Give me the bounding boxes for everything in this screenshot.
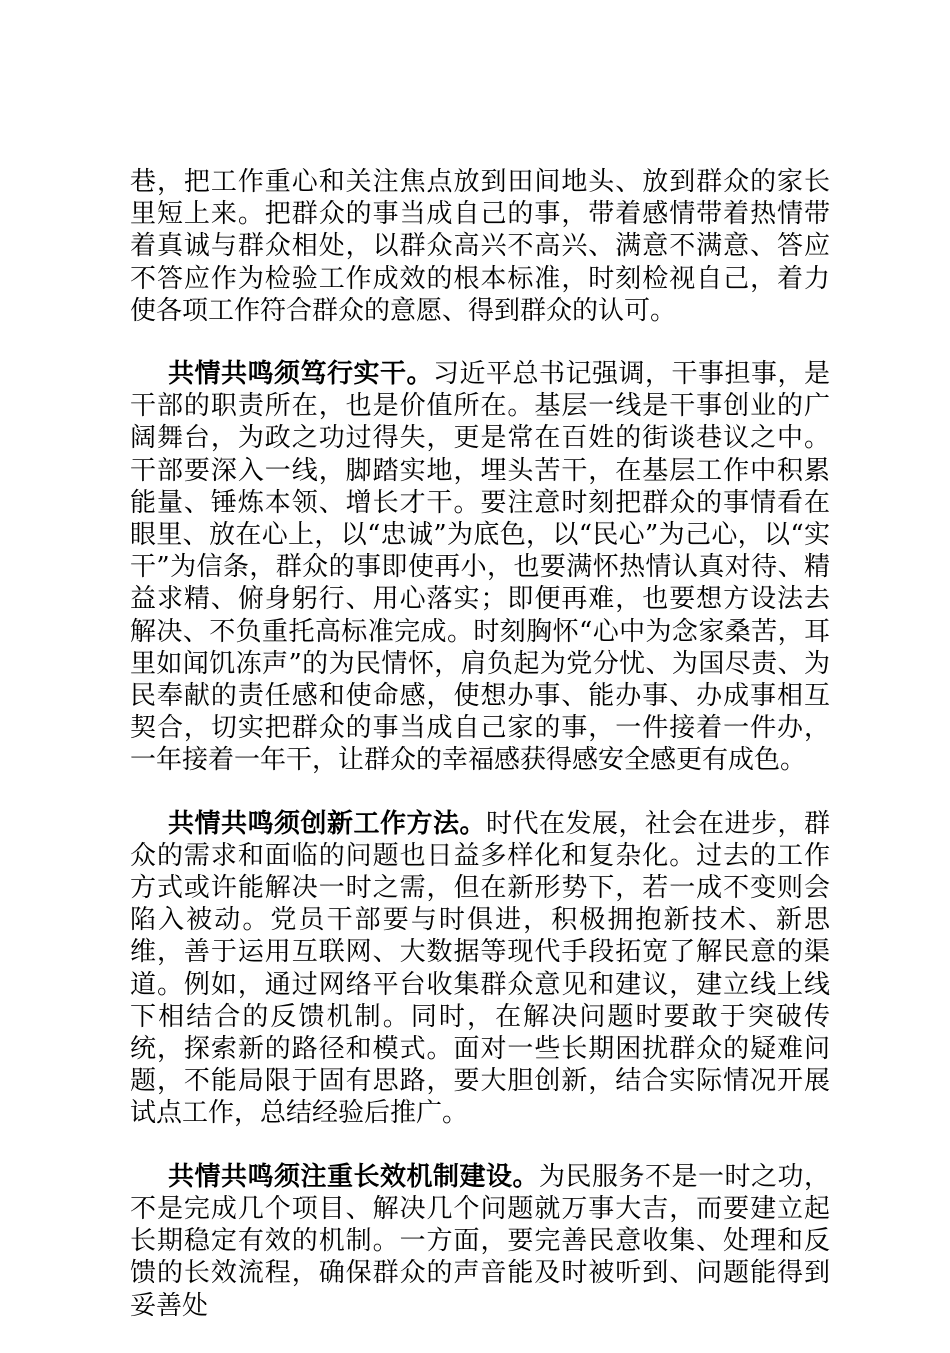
paragraph-lead: 共情共鸣须创新工作方法。 [168,808,486,839]
paragraph-innovation [130,808,830,1130]
paragraph-lead: 共情共鸣须笃行实干。 [168,359,433,390]
paragraph-text: 时代在发展，社会在进步，群众的需求和面临的问题也日益多样化和复杂化。过去的工作方式或许能解决一时之需，但在新形势下，若一成不变则会陷入被动。党员干部要与时俱进，积极拥抱新技术、新思维，善于运用互联网、大数据等现代手段拓宽了解民意的渠道。例如，通过网络平台收集群众意见和建议，建立线上线下相结合的反馈机制。同时，在解决问题时要敢于突破传统，探索新的路径和模式。面对一些长期困扰群众的疑难问题，不能局限于固有思路，要大胆创新，结合实际情况开展试点工作，总结经验后推广。 [130,808,830,1129]
paragraph-text: 为民服务不是一时之功，不是完成几个项目、解决几个问题就万事大吉，而要建立起长期稳定有效的机制。一方面，要完善民意收集、处理和反馈的长效流程，确保群众的声音能及时被听到、问题能得到妥善处 [130,1161,830,1321]
paragraph-lead: 共情共鸣须注重长效机制建设。 [168,1161,539,1192]
paragraph-long-term-mechanism [130,1161,830,1322]
paragraph-continuation [130,166,830,327]
paragraph-practical-work [130,358,830,777]
paragraph-text: 巷，把工作重心和关注焦点放到田间地头、放到群众的家长里短上来。把群众的事当成自己的事，带着感情带着热情带着真诚与群众相处，以群众高兴不高兴、满意不满意、答应不答应作为检验工作成效的根本标准，时刻检视自己，着力使各项工作符合群众的意愿、得到群众的认可。 [130,167,830,326]
paragraph-text: 习近平总书记强调，干事担事，是干部的职责所在，也是价值所在。基层一线是干事创业的广阔舞台，为政之功过得失，更是常在百姓的街谈巷议之中。干部要深入一线，脚踏实地，埋头苦干，在基层工作中积累能量、锤炼本领、增长才干。要注意时刻把群众的事情看在眼里、放在心上，以“忠诚”为底色，以“民心”为己心，以“实干”为信条，群众的事即使再小，也要满怀热情认真对待、精益求精、俯身躬行、用心落实；即便再难，也要想方设法去解决、不负重托高标准完成。时刻胸怀“心中为念家桑苦，耳里如闻饥冻声”的为民情怀，肩负起为党分忧、为国尽责、为民奉献的责任感和使命感，使想办事、能办事、办成事相互契合，切实把群众的事当成自己家的事，一件接着一件办，一年接着一年干，让群众的幸福感获得感安全感更有成色。 [130,359,830,776]
document-body [130,166,830,1353]
